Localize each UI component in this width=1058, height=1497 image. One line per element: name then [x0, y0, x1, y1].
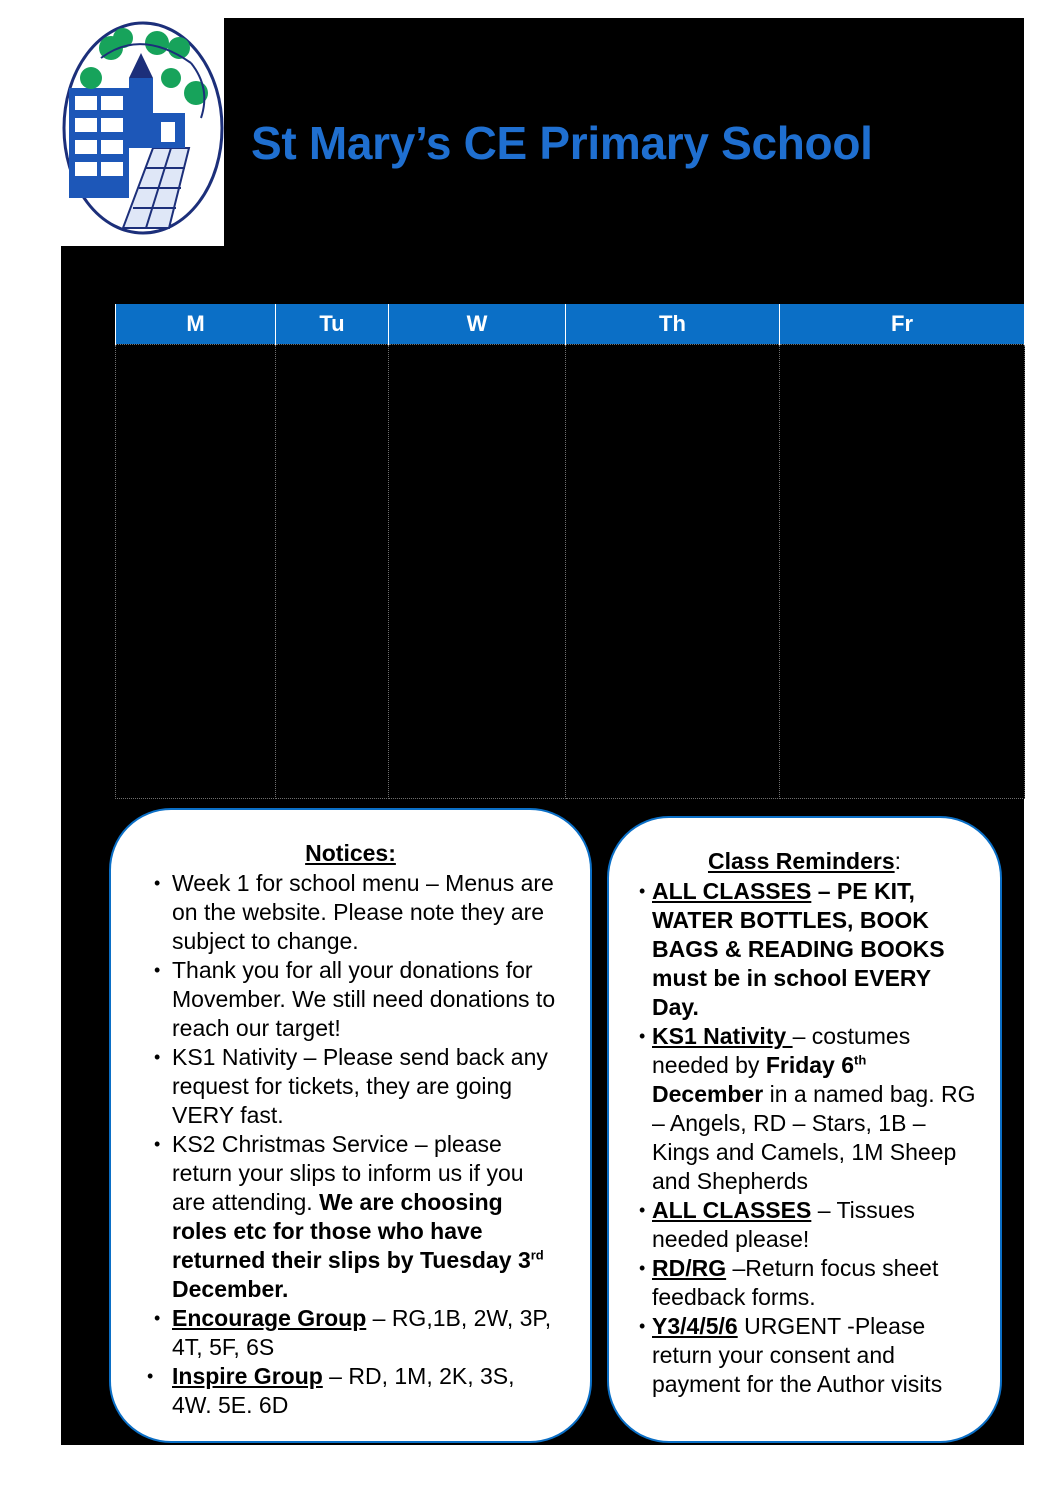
notice-item: [111, 1304, 590, 1362]
reminder-text: –Return focus sheet feedback forms.: [652, 1255, 939, 1310]
notice-text: KS2 Christmas Service – please return your slips to inform us if you are attending.: [172, 1131, 524, 1215]
reminder-label: ALL CLASSES: [652, 1197, 812, 1223]
day-cell-wednesday: [389, 344, 566, 798]
reminder-text: in a named bag. RG – Angels, RD – Stars, 1B – Kings and Camels, 1M Sheep and Shepherds: [652, 1081, 976, 1194]
encourage-group-label: Encourage Group: [172, 1305, 367, 1331]
notice-text: – RG,1B, 2W, 3P, 4T, 5F, 6S: [172, 1305, 552, 1360]
reminder-item: [609, 1312, 1000, 1399]
class-reminders-panel: [607, 816, 1002, 1443]
notice-item: [111, 1043, 590, 1130]
timetable-header-row: [116, 304, 1025, 344]
notice-item: [111, 1362, 590, 1420]
notices-panel: [109, 808, 592, 1443]
notice-text: Thank you for all your donations for Movember. We still need donations to reach our target!: [172, 957, 556, 1041]
reminder-item: [609, 877, 1000, 1022]
day-cell-thursday: [566, 344, 780, 798]
reminder-item: [609, 1254, 1000, 1312]
reminder-item: [609, 1022, 1000, 1196]
inspire-group-label: Inspire Group: [172, 1363, 323, 1389]
notice-text: Week 1 for school menu – Menus are on the website. Please note they are subject to change.: [172, 870, 554, 954]
notice-item: [111, 1130, 590, 1304]
school-name-title: St Mary’s CE Primary School: [251, 117, 873, 169]
notices-heading: Notices:: [305, 840, 396, 866]
church-logo-icon: [61, 18, 224, 246]
notice-text: KS1 Nativity – Please send back any request for tickets, they are going VERY fast.: [172, 1044, 548, 1128]
reminder-label: KS1 Nativity: [652, 1023, 793, 1049]
day-cell-friday: [780, 344, 1025, 798]
reminder-label: ALL CLASSES: [652, 878, 812, 904]
day-header-tuesday: Tu: [276, 304, 389, 344]
reminders-list: [609, 877, 1000, 1399]
reminder-item: [609, 1196, 1000, 1254]
reminder-label: Y3/4/5/6: [652, 1313, 738, 1339]
notice-item: [111, 869, 590, 956]
notice-bold-text: We are choosing roles etc for those who have returned their slips by Tuesday 3: [172, 1189, 531, 1273]
notice-sup: rd: [530, 1247, 544, 1263]
day-header-thursday: Th: [566, 304, 780, 344]
reminder-text: – Tissues needed please!: [652, 1197, 915, 1252]
day-header-wednesday: W: [389, 304, 566, 344]
school-logo: [61, 18, 224, 246]
day-header-monday: M: [116, 304, 276, 344]
reminder-text: – costumes needed by: [652, 1023, 911, 1078]
reminders-heading-text: Class Reminders: [707, 848, 895, 874]
reminder-bold-text: December: [652, 1081, 764, 1107]
reminders-heading-colon: :: [894, 848, 902, 874]
notices-list: [111, 869, 590, 1420]
day-cell-monday: [116, 344, 276, 798]
reminders-heading: [609, 848, 1000, 875]
reminder-bold-text: Friday 6: [765, 1052, 855, 1078]
reminder-sup: th: [854, 1052, 867, 1068]
newsletter-page: [61, 18, 1024, 1445]
notice-text: – RD, 1M, 2K, 3S, 4W. 5E. 6D: [172, 1363, 515, 1418]
reminder-text: – PE KIT, WATER BOTTLES, BOOK BAGS & READING BOOKS must be in school EVERY Day.: [652, 878, 945, 1020]
weekly-timetable: [115, 304, 1025, 799]
timetable-body-row: [116, 344, 1025, 798]
reminder-text: URGENT -Please return your consent and payment for the Author visits: [652, 1313, 943, 1397]
notice-bold-text: December.: [172, 1276, 289, 1302]
notice-item: [111, 956, 590, 1043]
reminder-label: RD/RG: [652, 1255, 727, 1281]
day-header-friday: Fr: [780, 304, 1025, 344]
day-cell-tuesday: [276, 344, 389, 798]
